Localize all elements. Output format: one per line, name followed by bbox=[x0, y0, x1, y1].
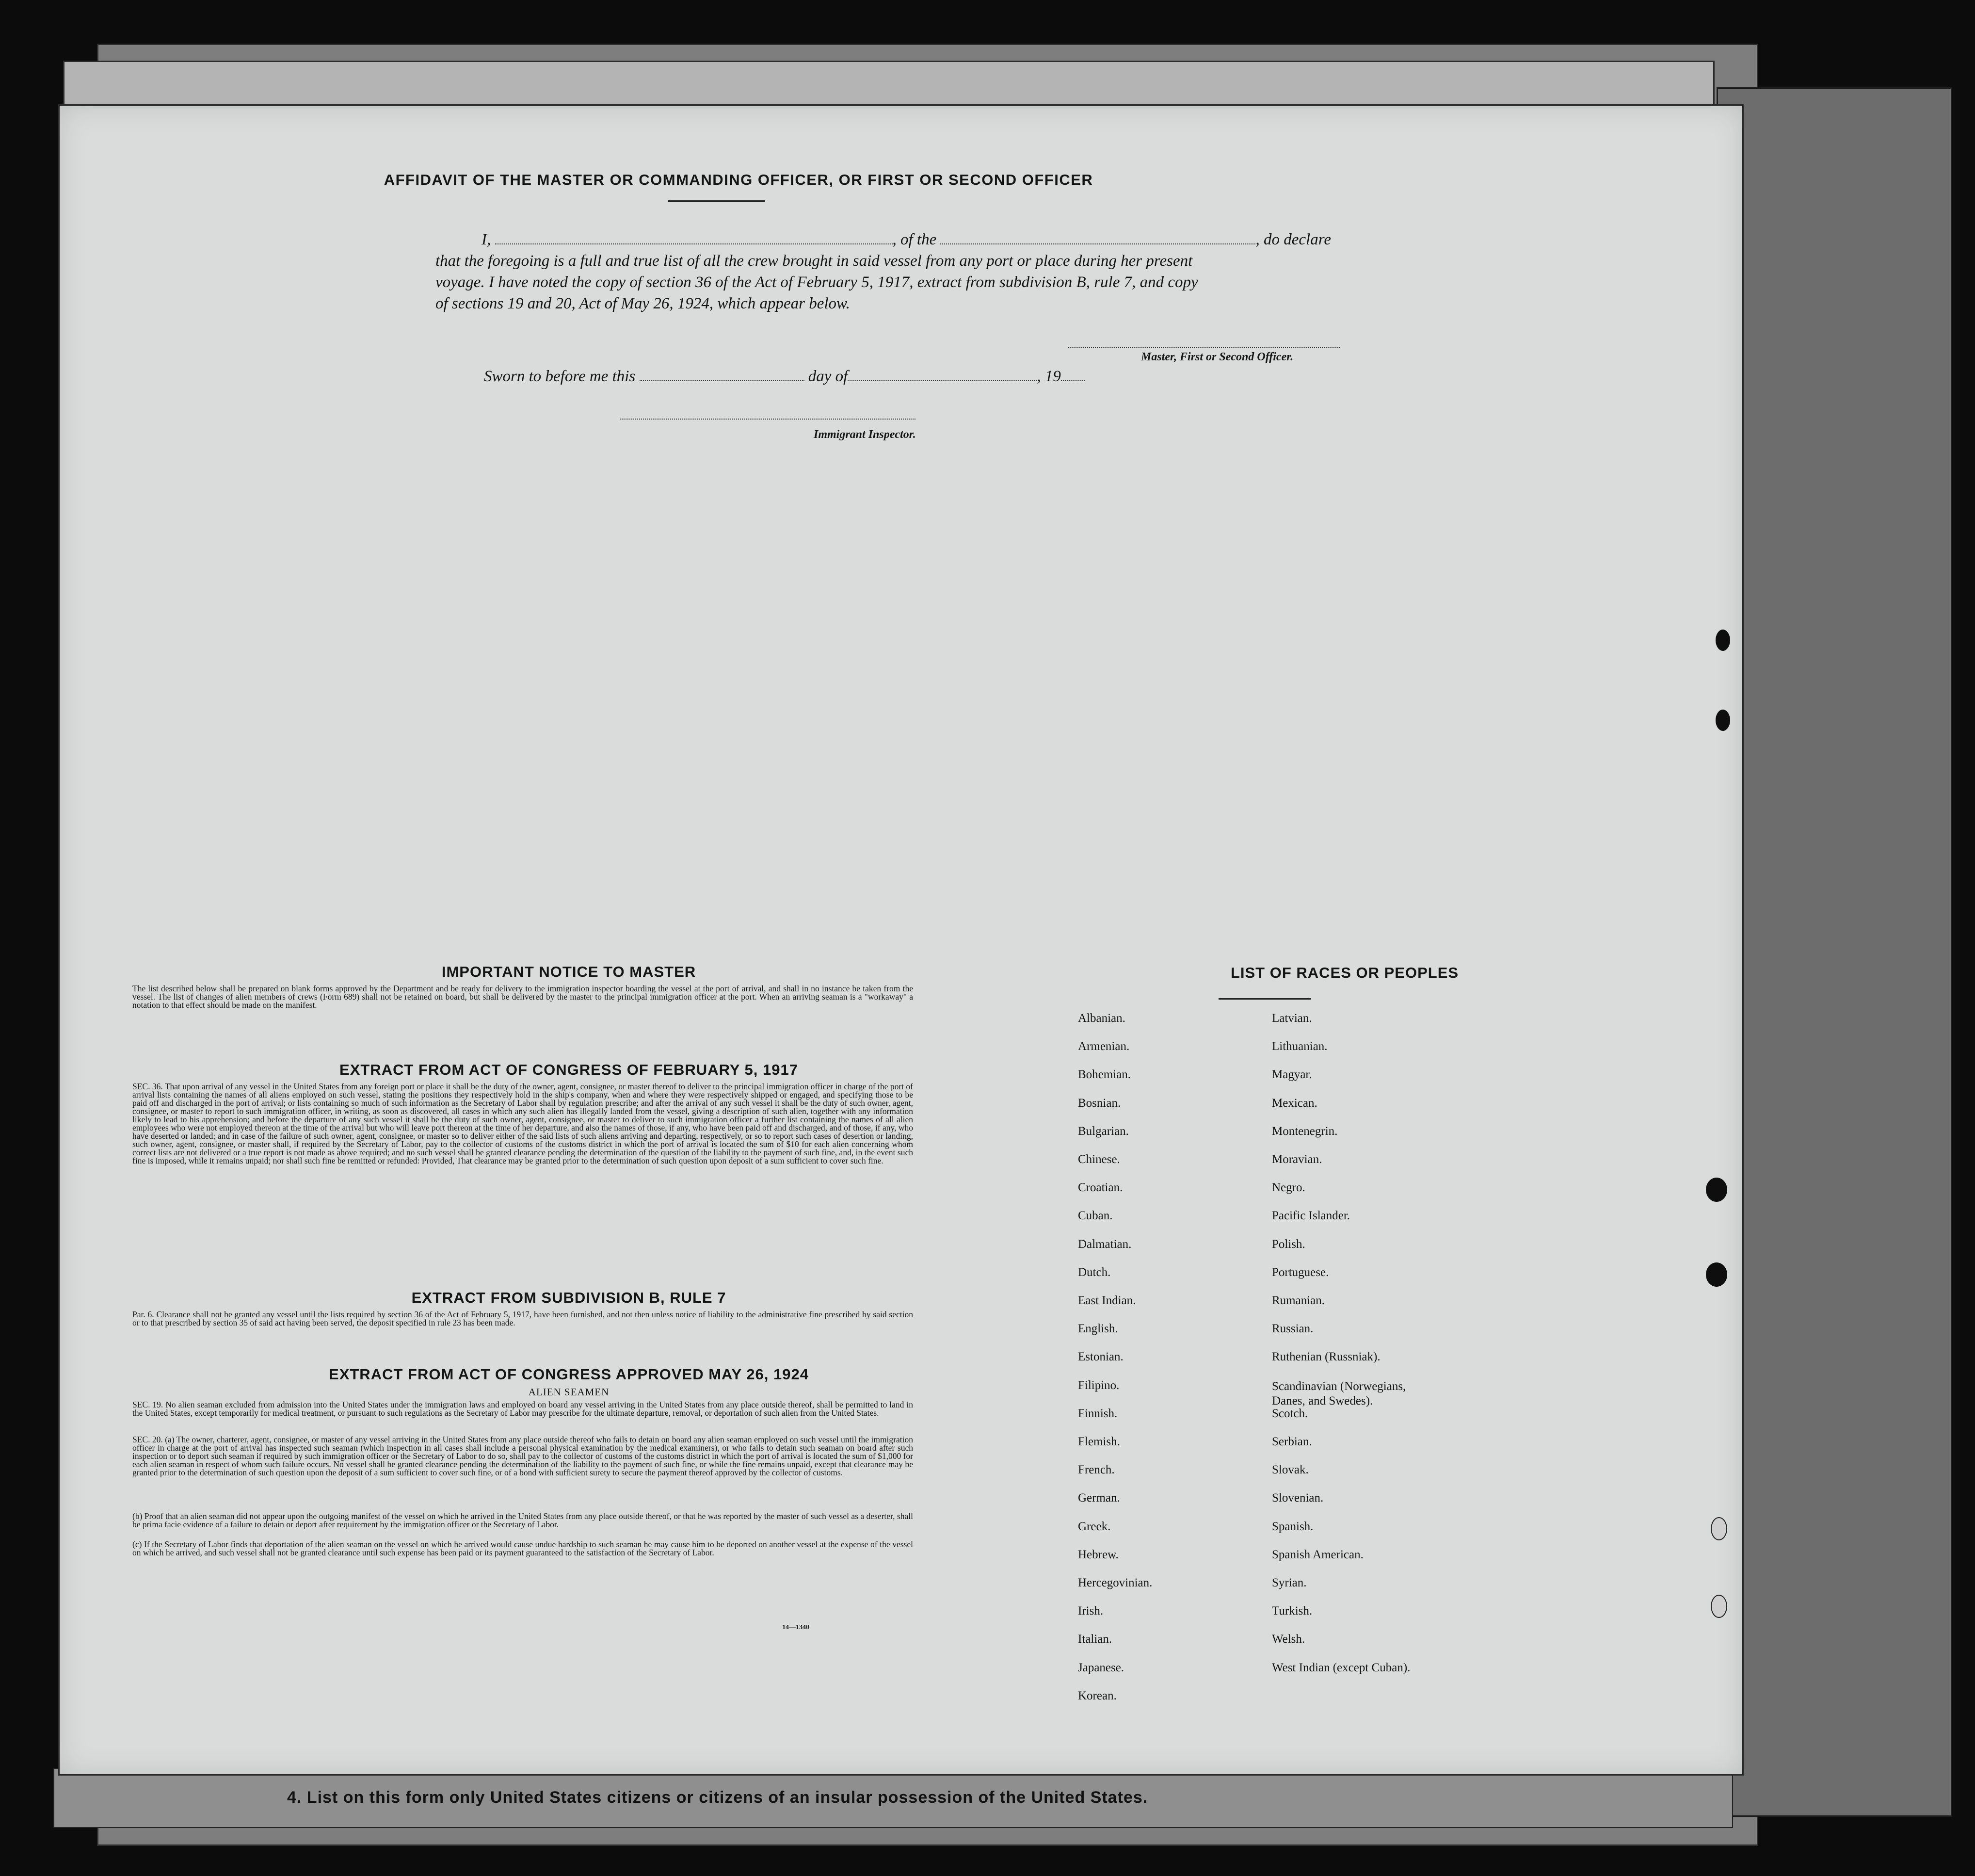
sworn-day-blank[interactable] bbox=[640, 380, 804, 381]
race-item: Armenian. bbox=[1078, 1040, 1130, 1053]
punch-hole bbox=[1716, 710, 1730, 731]
race-item: Pacific Islander. bbox=[1272, 1209, 1350, 1223]
race-item: Danes, and Swedes). bbox=[1272, 1394, 1373, 1407]
race-item: Russian. bbox=[1272, 1322, 1314, 1336]
sworn-year-blank[interactable] bbox=[1061, 380, 1085, 381]
race-item: Korean. bbox=[1078, 1689, 1117, 1702]
race-item: Bulgarian. bbox=[1078, 1124, 1129, 1138]
race-item: Croatian. bbox=[1078, 1181, 1123, 1195]
race-item: Japanese. bbox=[1078, 1661, 1124, 1674]
title-underline bbox=[668, 200, 765, 202]
race-item: Albanian. bbox=[1078, 1012, 1125, 1025]
punch-hole bbox=[1706, 1178, 1727, 1202]
underlying-sheet-footer bbox=[53, 1768, 1733, 1828]
races-title: LIST OF RACES OR PEOPLES bbox=[1230, 964, 1459, 981]
affidavit-title: AFFIDAVIT OF THE MASTER OR COMMANDING OFFICER, OR FIRST OR SECOND OFFICER bbox=[384, 171, 1093, 188]
form-page bbox=[58, 104, 1744, 1776]
race-item: Hebrew. bbox=[1078, 1548, 1119, 1561]
race-item: Irish. bbox=[1078, 1604, 1104, 1618]
master-caption: Master, First or Second Officer. bbox=[1141, 351, 1294, 363]
race-item: Welsh. bbox=[1272, 1633, 1305, 1646]
text-do-declare: , do declare bbox=[1255, 231, 1331, 248]
race-item: Slovenian. bbox=[1272, 1491, 1324, 1505]
race-item: Scotch. bbox=[1272, 1407, 1308, 1420]
sec20c-text: (c) If the Secretary of Labor finds that deportation of the alien seaman on the vessel on which he arrived would cause undue hardship to such seaman he may cause him to be deported on another vessel at the expense of the vessel on which he arrived, and such vessel shall not be granted clearance until such expense has been paid or its payment guaranteed to the satisfaction of the Secretary of Labor. bbox=[132, 1539, 913, 1557]
punch-hole bbox=[1706, 1262, 1727, 1287]
rule7-text: Par. 6. Clearance shall not be granted any vessel until the lists required by section 36 of the Act of February 5, 1917, have been furnished, and not then unless notice of liability to the administrative fine prescribed by said section or to that prescribed by section 35 of said act having been served, the deposit specified in rule 23 has been made. bbox=[132, 1310, 913, 1327]
sworn-year: , 19 bbox=[1037, 368, 1061, 385]
race-item: Moravian. bbox=[1272, 1153, 1322, 1166]
race-item: Cuban. bbox=[1078, 1209, 1113, 1223]
inspector-caption: Immigrant Inspector. bbox=[814, 428, 916, 441]
right-sheet-stack bbox=[1717, 87, 1952, 1817]
race-item: Portuguese. bbox=[1272, 1265, 1329, 1279]
race-item: Rumanian. bbox=[1272, 1294, 1325, 1307]
race-item: Filipino. bbox=[1078, 1378, 1120, 1392]
race-item: Finnish. bbox=[1078, 1407, 1118, 1420]
vessel-blank[interactable] bbox=[940, 243, 1255, 244]
punch-hole bbox=[1711, 1517, 1727, 1540]
alien-seamen-subtitle: ALIEN SEAMEN bbox=[528, 1386, 610, 1398]
sec20a-text: SEC. 20. (a) The owner, charterer, agent, consignee, or master of any vessel arriving in the United States from any place outside thereof who fails to detain on board any alien seaman employed on such vessel until the immigration officer in charge at the port of arrival has inspected such seaman (which inspection in all cases shall include a personal physical examination by the medical examiners), or who fails to detain such seaman on board after such inspection or to deport such seaman if required by such immigration officer or the Secretary of Labor to do so, shall pay to the collector of customs of the customs district in which the port of arrival is located the sum of $1,000 for each alien seaman in respect of whom such failure occurs. No vessel shall be granted clearance pending the determination of the liability to the payment of such fine, or while the fine remains unpaid, except that clearance may be granted prior to the determination of such question upon the deposit of a sum sufficient to cover such fine, or of a bond with sufficient surety to secure the payment thereof approved by the collector of customs. bbox=[132, 1435, 913, 1477]
race-item: Greek. bbox=[1078, 1520, 1111, 1533]
race-item: Mexican. bbox=[1272, 1096, 1317, 1110]
race-item: Bohemian. bbox=[1078, 1068, 1131, 1082]
inspector-signature-line[interactable] bbox=[620, 419, 915, 420]
race-item: Polish. bbox=[1272, 1237, 1305, 1251]
race-item: French. bbox=[1078, 1463, 1115, 1477]
notice-title: IMPORTANT NOTICE TO MASTER bbox=[441, 963, 696, 980]
name-blank[interactable] bbox=[495, 243, 893, 244]
sec20b-text: (b) Proof that an alien seaman did not appear upon the outgoing manifest of the vessel on which he arrived in the United States from any place outside thereof, or that he was reported by the master of such vessel as a deserter, shall be prima facie evidence of a failure to detain or deport after requirement by the immigration officer or the Secretary of Labor. bbox=[132, 1511, 913, 1529]
race-item: Chinese. bbox=[1078, 1153, 1120, 1166]
race-item: German. bbox=[1078, 1491, 1120, 1505]
underlying-footer-text: 4. List on this form only United States citizens or citizens of an insular possession of the United States. bbox=[287, 1788, 1148, 1807]
race-item: Dalmatian. bbox=[1078, 1237, 1132, 1251]
affidavit-line-4: of sections 19 and 20, Act of May 26, 1924, which appear below. bbox=[435, 295, 850, 312]
extract-1917-title: EXTRACT FROM ACT OF CONGRESS OF FEBRUARY 5, 1917 bbox=[339, 1061, 798, 1078]
form-number: 14—1340 bbox=[782, 1624, 809, 1631]
race-item: Ruthenian (Russniak). bbox=[1272, 1350, 1381, 1364]
affidavit-line-2: that the foregoing is a full and true list of all the crew brought in said vessel from any port or place during her present bbox=[435, 252, 1193, 270]
sec19-text: SEC. 19. No alien seaman excluded from admission into the United States under the immigration laws and employed on board any vessel arriving in the United States from any place outside thereof, shall be permitted to land in the United States, except temporarily for medical treatment, or pursuant to such regulations as the Secretary of Labor may prescribe for the ultimate departure, removal, or deportation of such alien from the United States. bbox=[132, 1400, 913, 1418]
races-title-underline bbox=[1219, 998, 1311, 1000]
race-item: Magyar. bbox=[1272, 1068, 1312, 1082]
race-item: Italian. bbox=[1078, 1633, 1112, 1646]
extract-1924-title: EXTRACT FROM ACT OF CONGRESS APPROVED MAY 26, 1924 bbox=[329, 1366, 809, 1383]
affidavit-line-3: voyage. I have noted the copy of section 36 of the Act of February 5, 1917, extract from subdivision B, rule 7, and copy bbox=[435, 274, 1198, 291]
text-of-the: , of the bbox=[892, 231, 937, 248]
sworn-day-of: day of bbox=[808, 368, 848, 385]
race-item: Latvian. bbox=[1272, 1012, 1312, 1025]
notice-text: The list described below shall be prepared on blank forms approved by the Department and be ready for delivery to the immigration inspector boarding the vessel at the port of arrival, and shall in no instance be taken from the vessel. The list of changes of alien members of crews (Form 689) shall not be retained on board, but shall be delivered by the master to the principal immigration officer at the port. When an arriving seaman is a "workaway" a notation to that effect should be made on the manifest. bbox=[132, 984, 913, 1010]
race-item: Dutch. bbox=[1078, 1265, 1111, 1279]
race-item: West Indian (except Cuban). bbox=[1272, 1661, 1411, 1674]
sworn-line bbox=[484, 368, 1085, 386]
punch-hole bbox=[1716, 630, 1730, 651]
race-item: Spanish. bbox=[1272, 1520, 1314, 1533]
race-item: English. bbox=[1078, 1322, 1118, 1336]
master-signature-line[interactable] bbox=[1068, 347, 1340, 348]
race-item: Estonian. bbox=[1078, 1350, 1124, 1364]
race-item: Turkish. bbox=[1272, 1604, 1313, 1618]
race-item: Flemish. bbox=[1078, 1435, 1120, 1448]
race-item: Serbian. bbox=[1272, 1435, 1312, 1448]
race-item: Scandinavian (Norwegians, bbox=[1272, 1379, 1406, 1393]
race-item: Bosnian. bbox=[1078, 1096, 1121, 1110]
race-item: Montenegrin. bbox=[1272, 1124, 1338, 1138]
punch-hole bbox=[1711, 1595, 1727, 1618]
sworn-prefix: Sworn to before me this bbox=[484, 368, 636, 385]
race-item: Hercegovinian. bbox=[1078, 1576, 1153, 1589]
race-item: Spanish American. bbox=[1272, 1548, 1364, 1561]
rule7-title: EXTRACT FROM SUBDIVISION B, RULE 7 bbox=[411, 1289, 726, 1306]
text-i: I, bbox=[482, 231, 491, 248]
race-item: Syrian. bbox=[1272, 1576, 1307, 1589]
race-item: Slovak. bbox=[1272, 1463, 1309, 1477]
extract-1917-text: SEC. 36. That upon arrival of any vessel in the United States from any foreign port or place it shall be the duty of the owner, agent, consignee, or master thereof to deliver to the principal immigration officer in charge of the port of arrival lists containing the names of all aliens employed on such vessel, stating the positions they respectively hold in the ship's company, when and where they were respectively shipped or engaged, and specifying those to be paid off and discharged in the port of arrival; or lists containing so much of such information as the Secretary of Labor shall by regulation prescribe; and after the arrival of any such vessel it shall be the duty of such owner, agent, consignee, or master to report to such immigration officer, in writing, as soon as discovered, all cases in which any such alien has illegally landed from the vessel, giving a description of such alien, together with any information likely to lead to his apprehension; and before the departure of any such vessel it shall be the duty of such owner, agent, consignee, or master to deliver to such immigration officer a further list containing the names of all alien employees who were not employed thereon at the time of the arrival but who will leave port thereon at the time of her departure, and also the names of those, if any, who have been paid off and discharged, and of those, if any, who have deserted or landed; and in case of the failure of such owner, agent, consignee, or master so to deliver either of the said lists of such aliens arriving and departing, respectively, or so to report such cases of desertion or landing, such owner, agent, consignee, or master shall, if required by the Secretary of Labor, pay to the collector of customs of the customs district in which the port of arrival is located the sum of $10 for each alien concerning whom correct lists are not delivered or a true report is not made as above required; and no such vessel shall be granted clearance pending the determination of the question of the liability to the payment of such fine, and, in the event such fine is imposed, while it remains unpaid; nor shall such fine be remitted or refunded: Provided, That clearance may be granted prior to the determination of such question upon deposit of a sum sufficient to cover such fine. bbox=[132, 1082, 913, 1165]
affidavit-line-1 bbox=[482, 231, 1331, 249]
race-item: East Indian. bbox=[1078, 1294, 1136, 1307]
race-item: Lithuanian. bbox=[1272, 1040, 1328, 1053]
sworn-month-blank[interactable] bbox=[848, 380, 1037, 381]
race-item: Negro. bbox=[1272, 1181, 1305, 1195]
